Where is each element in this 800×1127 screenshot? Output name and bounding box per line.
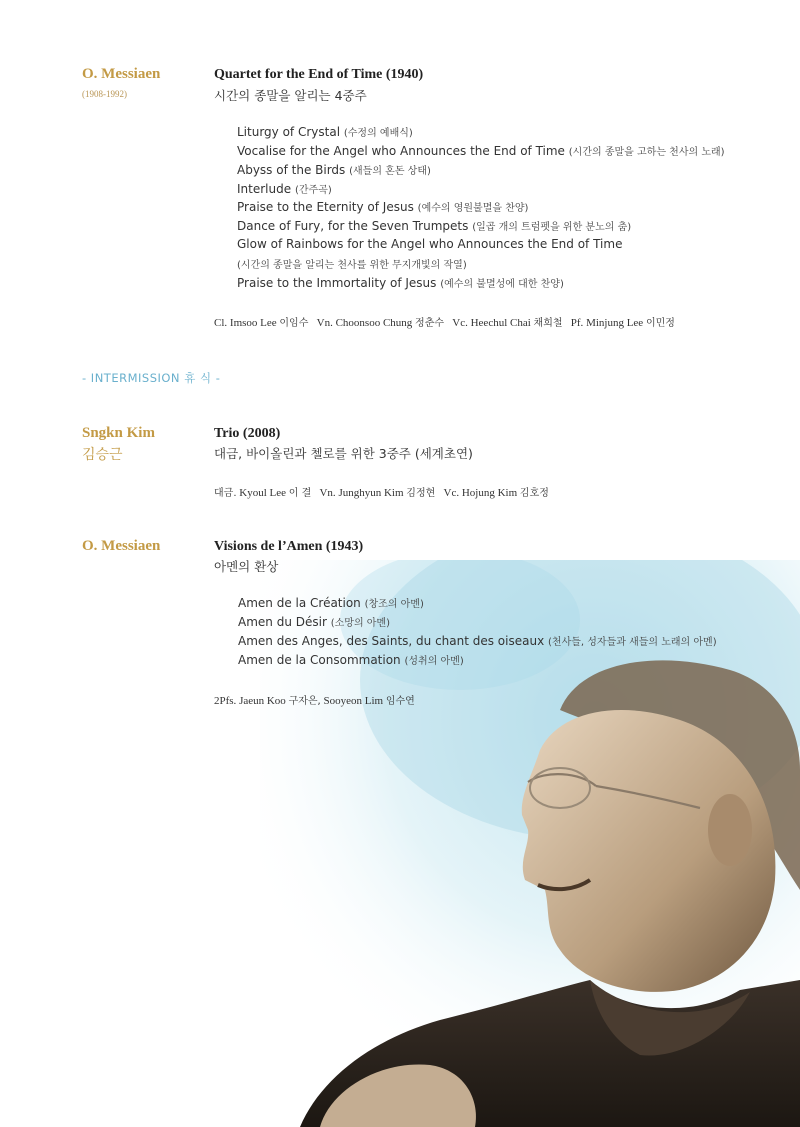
performers-line: 대금. Kyoul Lee 이 결 Vn. Junghyun Kim 김정현 Vc. Hojung Kim 김호정	[214, 487, 549, 499]
composer-name: O. Messiaen	[82, 66, 161, 82]
work-title-korean: 시간의 종말을 알리는 4중주	[214, 88, 367, 103]
movement-item: Abyss of the Birds (새들의 혼돈 상태)	[237, 163, 431, 177]
movement-item: Amen des Anges, des Saints, du chant des oiseaux (천사들, 성자들과 새들의 노래의 아멘)	[238, 634, 717, 648]
movement-item: Vocalise for the Angel who Announces the End of Time (시간의 종말을 고하는 천사의 노래)	[237, 144, 725, 158]
movement-item: (시간의 종말을 알리는 천사를 위한 무지개빛의 작열)	[237, 260, 467, 271]
movement-item: Liturgy of Crystal (수정의 예배식)	[237, 125, 413, 139]
intermission-label: - INTERMISSION 휴 식 -	[82, 371, 221, 385]
work-title-korean: 아멘의 환상	[214, 559, 279, 574]
composer-name: O. Messiaen	[82, 538, 161, 554]
performers-line: 2Pfs. Jaeun Koo 구자은, Sooyeon Lim 임수연	[214, 695, 415, 707]
work-title-korean: 대금, 바이올린과 첼로를 위한 3중주 (세계초연)	[214, 446, 473, 461]
composer-dates: (1908-1992)	[82, 89, 127, 99]
movement-item: Dance of Fury, for the Seven Trumpets (일곱 개의 트럼펫을 위한 분노의 춤)	[237, 219, 632, 233]
work-title: Trio (2008)	[214, 426, 281, 441]
work-title: Quartet for the End of Time (1940)	[214, 67, 424, 82]
composer-name: Sngkn Kim	[82, 425, 155, 441]
composer-name-korean: 김승근	[82, 447, 123, 463]
movement-item: Amen du Désir (소망의 아멘)	[238, 615, 391, 629]
work-title: Visions de l’Amen (1943)	[214, 539, 364, 554]
movement-item: Glow of Rainbows for the Angel who Announces the End of Time	[237, 237, 623, 251]
performers-line: Cl. Imsoo Lee 이임수 Vn. Choonsoo Chung 정춘수 Vc. Heechul Chai 채희철 Pf. Minjung Lee 이민정	[214, 317, 675, 329]
movement-item: Praise to the Eternity of Jesus (예수의 영원불멸을 찬양)	[237, 200, 529, 214]
movement-item: Amen de la Création (창조의 아멘)	[238, 596, 424, 610]
movement-item: Interlude (간주곡)	[237, 182, 332, 196]
movement-item: Praise to the Immortality of Jesus (예수의 불멸성에 대한 찬양)	[237, 276, 564, 290]
movement-item: Amen de la Consommation (성취의 아멘)	[238, 653, 464, 667]
